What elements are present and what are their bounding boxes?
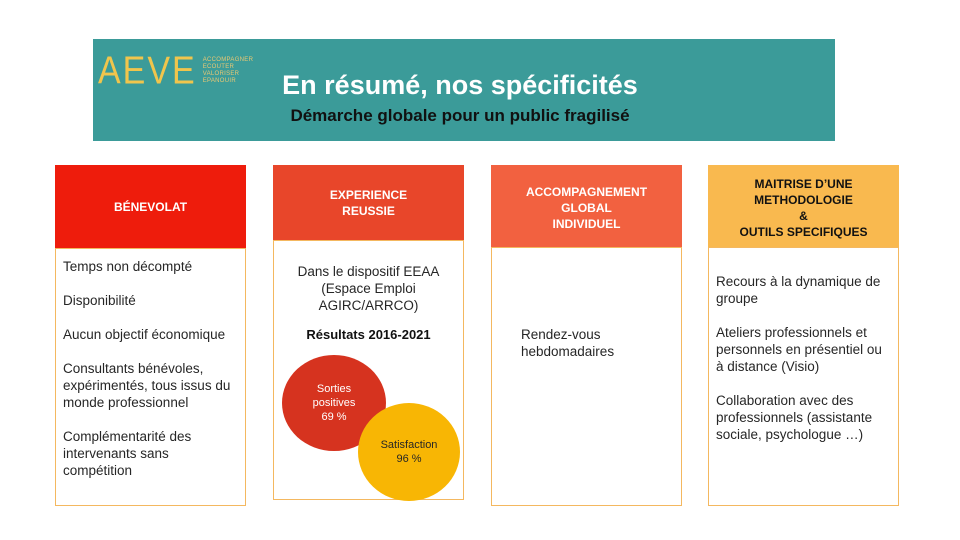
satisfaction-bubble — [358, 403, 460, 501]
heading-line: MAITRISE D’UNE — [754, 177, 853, 191]
results-title: Résultats 2016-2021 — [306, 327, 431, 342]
bubble-label: Sorties positives — [312, 383, 356, 409]
logo-mark: AEVE — [98, 49, 197, 93]
list-item: Aucun objectif économique — [63, 327, 226, 342]
bubble-label: Satisfaction — [380, 439, 438, 451]
list-item: Rendez-vous hebdomadaires — [521, 327, 615, 359]
heading-line: INDIVIDUEL — [552, 217, 621, 231]
eeaa-intro — [274, 263, 463, 314]
heading-line: EXPERIENCE — [329, 187, 408, 202]
heading-line: & — [799, 209, 808, 223]
list-item: Recours à la dynamique de groupe — [716, 274, 881, 306]
column-body-accompagnement — [491, 247, 682, 506]
column-heading-methodologie — [708, 165, 899, 247]
heading-line: GLOBAL — [561, 201, 612, 215]
page-subtitle: Démarche globale pour un public fragilisé — [290, 106, 630, 125]
intro-line: (Espace Emploi — [321, 281, 416, 296]
list-item: Collaboration avec des professionnels (assistante sociale, psychologue …) — [716, 393, 873, 442]
logo-word: ACCOMPAGNER — [202, 57, 254, 63]
list-item: Complémentarité des intervenants sans compétition — [63, 429, 192, 478]
column-heading-experience — [273, 165, 464, 240]
intro-line: Dans le dispositif EEAA — [297, 264, 440, 279]
column-body-benevolat — [55, 248, 246, 506]
bubble-value: 96 % — [396, 453, 422, 465]
logo-word: VALORISER — [202, 71, 240, 77]
logo-word: EPANOUIR — [202, 78, 237, 84]
intro-line: AGIRC/ARRCO) — [318, 298, 419, 313]
column-heading-accompagnement — [491, 165, 682, 247]
logo-word: ECOUTER — [202, 64, 235, 70]
heading-line: BÉNEVOLAT — [113, 199, 188, 214]
heading-line: OUTILS SPECIFIQUES — [739, 225, 868, 239]
list-item: Consultants bénévoles, expérimentés, tous issus du monde professionnel — [63, 361, 231, 410]
bubble-value: 69 % — [321, 411, 347, 423]
heading-line: METHODOLOGIE — [754, 193, 853, 207]
list-item: Temps non décompté — [63, 259, 193, 274]
list-item: Ateliers professionnels et personnels en présentiel ou à distance (Visio) — [716, 325, 882, 374]
column-body-methodologie — [708, 247, 899, 506]
heading-line: ACCOMPAGNEMENT — [525, 185, 648, 199]
heading-line: REUSSIE — [342, 203, 395, 218]
list-item: Disponibilité — [63, 293, 136, 308]
page-title: En résumé, nos spécificités — [282, 70, 638, 100]
column-heading-benevolat — [55, 165, 246, 248]
